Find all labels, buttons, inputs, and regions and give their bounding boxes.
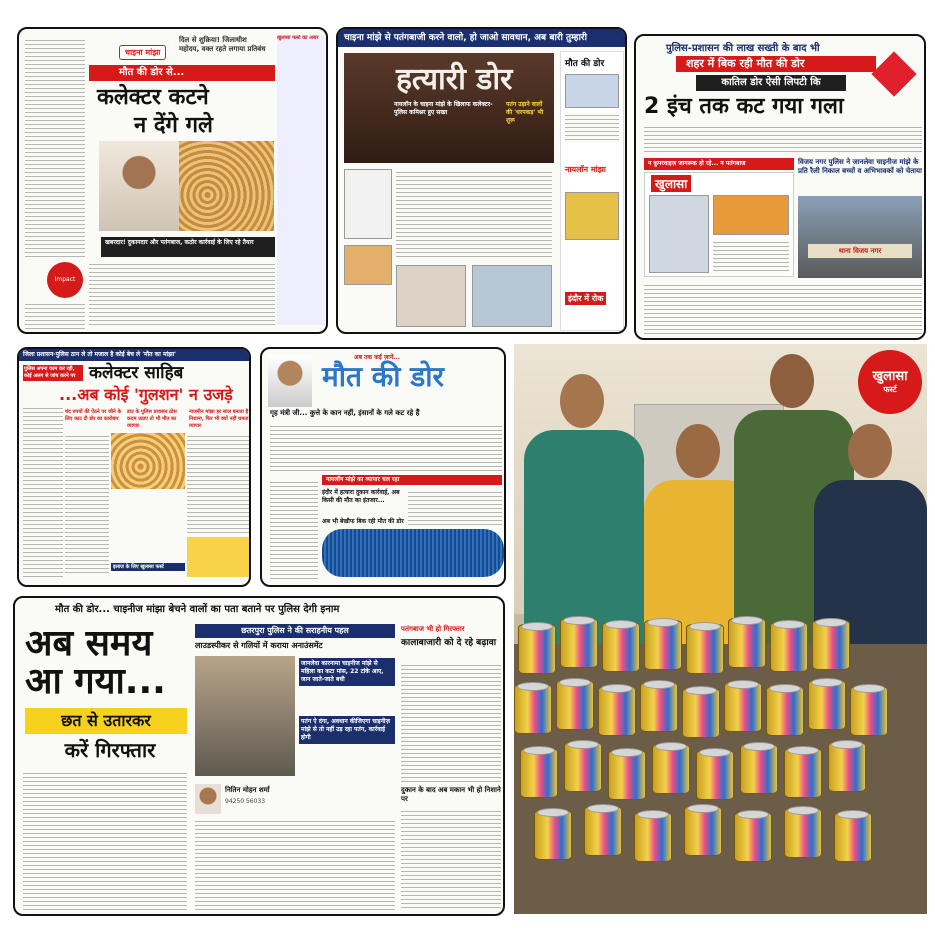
right-column: मौत की डोर नायलॉन मांझा इंदौर में रोक [560,51,624,331]
ad-box [187,537,249,577]
main-title: मौत की डोर [322,360,444,393]
story-text [644,124,922,152]
rally-photo: थाना विजय नगर [798,196,922,278]
left-column [270,479,318,579]
subhead-col3: नाजनीन मांझा हर साल बनाता है निशाना, फिर भी क्यों नहीं थमता व्यापार [189,409,249,429]
inner-paper: खुलासा [644,172,794,277]
mid-sub: लाउडस्पीकर से गलियों में कराया अनाउंसमेंट [195,641,323,650]
lower-left-text [25,301,85,329]
minister-photo [268,355,312,407]
clipping-chhat-se-utarkar [13,596,505,916]
red-head: शहर में बिक रही मौत की डोर [676,56,876,72]
right-column [408,489,502,525]
right-sub: दुकान के बाद अब मकान भी हो निशाने पर [401,786,501,803]
clipping-maut-ki-dor [260,347,506,587]
side-note: पतंग उड़ाने वालों की 'धरपकड़' भी शुरू [506,101,544,124]
red-strip: नायलॉन मांझे का व्यापार चल रहा [322,475,502,485]
red-strip: मौत की डोर से... [89,65,275,81]
left-body-text [23,770,187,910]
top-banner: चाइना मांझे से पतंगबाजी करने वालो, हो जाओ सावधान, अब बारी तुम्हारी [338,29,627,47]
clipping-2-inch-gala [634,34,926,340]
kicker-line: पुलिस-प्रशासन की लाख सख्ती के बाद भी [666,43,820,54]
yellow-box-1: छत से उतारकर [25,708,187,734]
manjha-spools [514,614,914,874]
byline: नितिन मोहन शर्मा [225,786,270,794]
top-line: अब तक कईं ज़ानें... [354,354,401,361]
mid-body-text [195,818,395,910]
strip-red: न कुपरवाइज़ जागरूक हो रहे... न पतंगबाज [644,158,794,170]
bottom-caption: अब भी बेखौफ बिक रही मौत की डोर [322,518,404,525]
officer-photo [99,141,179,231]
mid-text: इंदौर में हत्यारा दुकान कार्रवाई, अब किसी की मौत का इंतजार... [322,489,400,504]
yellow-box-2: करें गिरफ्तार [64,738,156,762]
story-text [270,423,502,473]
big-headline: 2 इंच तक कट गया गला [644,94,844,119]
side-caption: विजय नगर पुलिस ने जानलेवा चाइनीज मांझे के प्रति रैली निकाल बच्चों व अभिभावकों को चेताया [798,158,922,175]
title-subline: नायलॉन के चाइना मांझे के खिलाफ कलेक्टर-पुलिस कमिश्नर हुए सख्त [394,101,493,116]
headline-2: ...अब कोई 'गुलशन' न उजड़े [59,385,233,404]
right-head: कालाबाजारी को दे रहे बढ़ावा [401,638,497,648]
headline-line1: कलेक्टर कटने [97,85,209,110]
subhead-col2: डाउ के पुलिस प्रशासन ठोस कदम उठाए तो भी मौत का व्यापार [127,409,177,429]
police-photo [195,656,295,776]
spools-photo [111,433,185,489]
right-body-text [401,662,501,782]
footer-strip: इलाज के लिए खुलासा फर्स्ट [111,563,185,571]
body-text-block [89,261,275,327]
right-red-head: पतंगबाज भी हो गिरफ्तार [401,625,465,633]
bullet-2: पतंग ऐ दंगा, अवधान कीजिएगा चाइनीज़ मांझे से तो नहीं उड़ रहा पतंग, कार्रवाई होगी [299,716,395,744]
headline-line2: न देंगे गले [134,113,213,138]
kicker-label: चाइना मांझा [119,40,166,60]
left-column-text [25,37,85,257]
warning-banner: खबरदार! दुकानदार और पतंगबाज, कठोर कार्रवाई के लिए रहे तैयार [101,237,275,257]
phone: 94250 56033 [225,798,266,805]
bottom-text [644,282,922,336]
top-strip: जिला प्रशासन-पुलिस ठान ले तो मजाल है कोई बेच ले 'मौत का मांझा' [19,349,251,361]
byline-photo [195,784,221,814]
middle-columns [344,169,554,331]
bullet-1: जानलेवा कारनामा चाइनीज मांझे से महिला का कटा मांस, 22 टांके आए, जान जाते-जाते बची [299,658,395,686]
right-body-text-2 [401,808,501,910]
sub-title: गृह मंत्री जी... कुत्ते के कान नहीं, इंसानों के गले कट रहे हैं [270,409,420,417]
spool-photo [322,529,504,577]
big-headline-1: अब समय [25,623,153,664]
impact-badge: Impact [47,262,83,298]
left-label: पुलिस अपना काम कर रही, कोई अलग से जांच करने पर [23,365,83,381]
seizure-photo [514,344,927,914]
spools-photo [179,141,274,231]
clipping-hatyari-dor [336,27,627,334]
big-title: हत्यारी डोर [396,62,513,97]
mid-banner: छतरपुरा पुलिस ने की सराहनीय पहल [195,624,395,638]
top-headline: मौत की डोर... चाइनीज मांझा बेचने वालों का पता बताने पर पुलिस देगी इनाम [55,604,340,615]
kite-graphic [871,51,916,96]
right-body [187,433,249,533]
top-headline: दिल से शुक्रिया! जिलाधीश महोदय, वक्त रहते लगाया प्रतिबंध [179,36,266,53]
big-headline-2: आ गया... [25,661,166,702]
left-column [23,405,63,577]
body-text [65,433,109,573]
subhead-col1: चंद रुपयों की ऐंठने पर जीने के लिए काट दी डोर का कारोबार [65,409,122,422]
clipping-collector-katne [17,27,328,334]
khulasa-logo: खुलासा फर्स्ट [858,350,922,414]
sub-head: कातिल डोर ऐसी लिपटी कि [696,75,846,91]
clipping-gulshan [17,347,251,587]
side-column: खुलासा फर्स्ट का असर [277,35,325,325]
headline-1: कलेक्टर साहिब [89,363,184,383]
